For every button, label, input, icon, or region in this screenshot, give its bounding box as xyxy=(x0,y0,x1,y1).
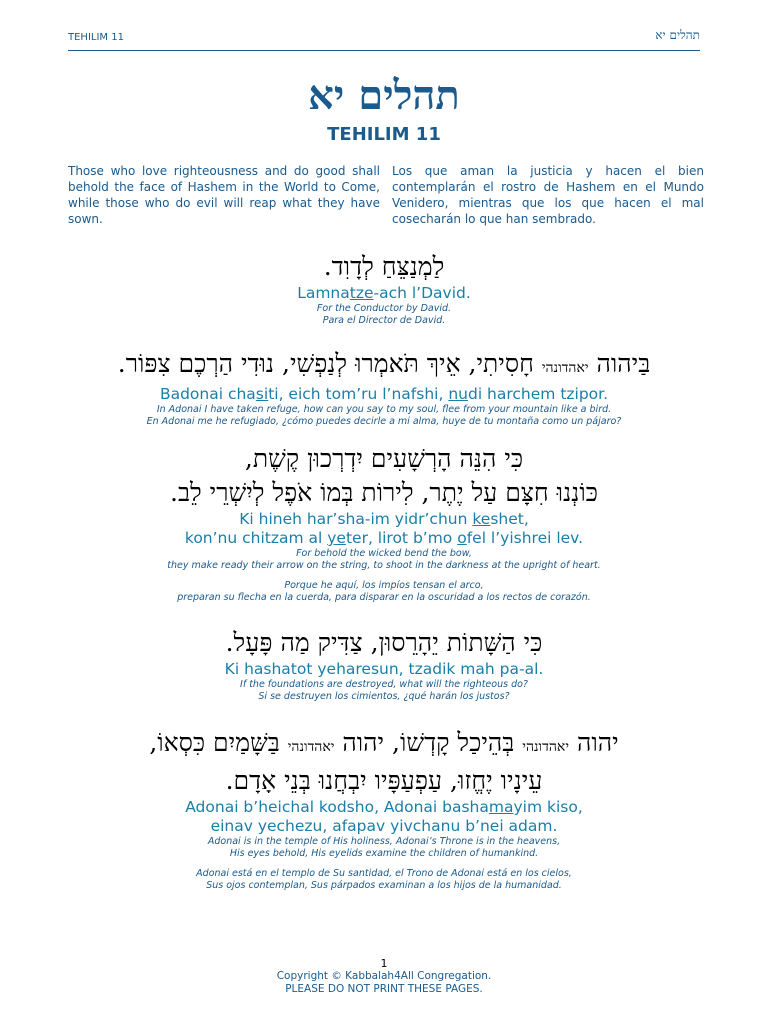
verse-english xyxy=(40,679,728,691)
hebrew-line: עֵינָיו יֶחֱזוּ, עַפְעַפָּיו יִבְחֲנוּ בְּנֵי אָדָם. xyxy=(225,766,543,795)
spanish-line: En Adonai me he refugiado, ¿cómo puedes decirle a mi alma, huye de tu montaña como un pájaro? xyxy=(146,416,622,427)
english-line: they make ready their arrow on the string, to shoot in the darkness at the upright of heart. xyxy=(167,560,601,571)
verse-english xyxy=(40,303,728,315)
print-notice: PLEASE DO NOT PRINT THESE PAGES. xyxy=(285,983,483,995)
hebrew-line: יהוה יאהדונהי בְּהֵיכַל קָדְשׁוֹ, יהוה יאהדונהי בַּשָּׁמַיִם כִּסְאוֹ, xyxy=(149,728,619,757)
spanish-line: Sus ojos contemplan, Sus párpados examinan a los hijos de la humanidad. xyxy=(206,880,562,891)
verse-transliteration xyxy=(40,385,728,404)
english-line: For the Conductor by David. xyxy=(316,303,452,314)
hebrew-line: כּוֹנְנוּ חִצָּם עַל יֶתֶר, לִירוֹת בְּמוֹ אֹפֶל לְיִשְׁרֵי לֵב. xyxy=(170,478,598,507)
hebrew-line: בַּיהוה יאהדונהי חָסִיתִי, אֵיךְ תֹּאמְרוּ לְנַפְשִׁי, נוּדִי הַרְכֶם צִפּוֹר. xyxy=(117,349,651,378)
translit-line: kon’nu chitzam al yeter, lirot b’mo ofel l’yishrei lev. xyxy=(184,529,584,547)
translit-line: einav yechezu, afapav yivchanu b’nei adam. xyxy=(210,817,558,835)
verse-spanish xyxy=(40,691,728,703)
translit-line: Badonai chasiti, eich tom’ru l’nafshi, nudi harchem tzipor. xyxy=(159,385,609,403)
spanish-line: Porque he aquí, los impíos tensan el arco, xyxy=(284,580,484,591)
verse-english xyxy=(40,548,728,572)
verse-english xyxy=(40,836,728,860)
verse-5 xyxy=(40,726,728,892)
intro-english: Those who love righteousness and do good shall behold the face of Hashem in the World to Come, while those who do evil will reap what they have sown. xyxy=(68,164,380,226)
english-title: TEHILIM 11 xyxy=(327,124,441,145)
spanish-line: preparan su flecha en la cuerda, para disparar en la oscuridad a los rectos de corazón. xyxy=(177,592,591,603)
hebrew-line: כִּי הַשָּׁתוֹת יֵהָרֵסוּן, צַדִּיק מַה פָּעָל. xyxy=(225,628,543,657)
verse-hebrew xyxy=(40,626,728,660)
verse-spanish xyxy=(40,315,728,327)
verse-hebrew xyxy=(40,726,728,798)
spanish-line: Si se destruyen los cimientos, ¿qué harán los justos? xyxy=(258,691,510,702)
english-line: His eyes behold, His eyelids examine the children of humankind. xyxy=(229,848,539,859)
verse-spanish xyxy=(40,580,728,604)
translit-line: Adonai b’heichal kodsho, Adonai bashamayim kiso, xyxy=(185,798,583,816)
verse-2 xyxy=(40,347,728,428)
english-line: For behold the wicked bend the bow, xyxy=(296,548,472,559)
verse-transliteration xyxy=(40,510,728,548)
verse-english xyxy=(40,404,728,416)
verse-transliteration xyxy=(40,660,728,679)
header-left-title: TEHILIM 11 xyxy=(68,32,124,43)
verse-1 xyxy=(40,250,728,327)
header-right-title: תהלים יא xyxy=(655,28,700,42)
translit-line: Lamnatze-ach l’David. xyxy=(297,284,471,302)
english-line: If the foundations are destroyed, what will the righteous do? xyxy=(240,679,528,690)
verse-3 xyxy=(40,442,728,604)
intro-spanish: Los que aman la justicia y hacen el bien contemplarán el rostro de Hashem en el Mundo Venidero, mientras que los que hacen el mal cosecharán lo que han sembrado. xyxy=(392,164,704,226)
verse-transliteration xyxy=(40,284,728,303)
english-line: Adonai is in the temple of His holiness, Adonai’s Throne is in the heavens, xyxy=(207,836,561,847)
verse-4 xyxy=(40,626,728,703)
page-footer xyxy=(0,957,768,996)
verse-hebrew xyxy=(40,250,728,284)
spanish-line: Adonai está en el templo de Su santidad, el Trono de Adonai está en los cielos, xyxy=(196,868,572,879)
translit-line: Ki hineh har’sha-im yidr’chun keshet, xyxy=(239,510,529,528)
verse-hebrew xyxy=(40,442,728,510)
verse-spanish xyxy=(40,868,728,892)
page-header xyxy=(68,28,700,51)
hebrew-line: לַמְנַצֵּחַ לְדָוִד. xyxy=(323,252,445,281)
verse-spanish xyxy=(40,416,728,428)
hebrew-line: כִּי הִנֵּה הָרְשָׁעִים יִדְרְכוּן קֶשֶׁת, xyxy=(244,444,524,473)
copyright-text: Copyright © Kabbalah4All Congregation. xyxy=(276,970,492,982)
verse-hebrew xyxy=(40,347,728,385)
hebrew-title: תהלים יא xyxy=(308,72,460,119)
verse-transliteration xyxy=(40,798,728,836)
english-line: In Adonai I have taken refuge, how can you say to my soul, flee from your mountain like a bird. xyxy=(156,404,612,415)
translit-line: Ki hashatot yeharesun, tzadik mah pa-al. xyxy=(224,660,544,678)
page-number: 1 xyxy=(380,957,388,970)
spanish-line: Para el Director de David. xyxy=(322,315,446,326)
